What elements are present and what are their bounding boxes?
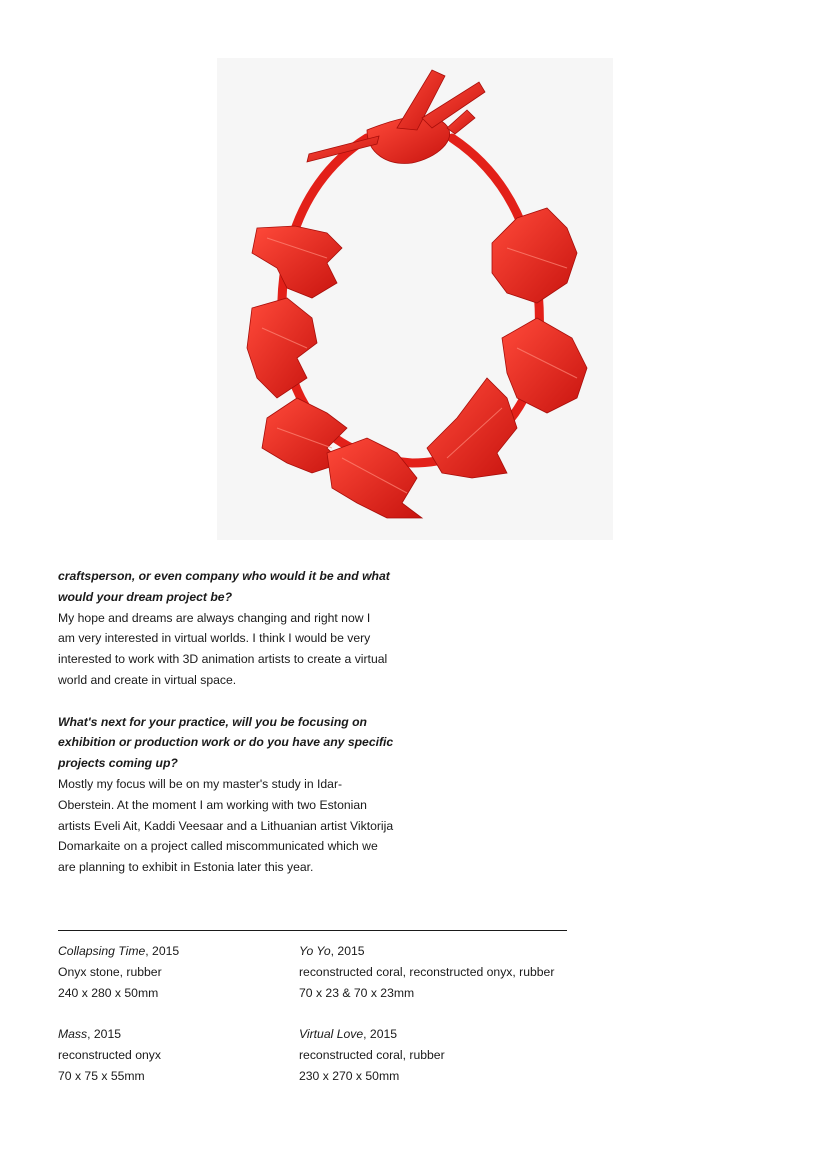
caption-size: 70 x 23 & 70 x 23mm <box>299 985 415 1000</box>
caption-size: 230 x 270 x 50mm <box>299 1068 400 1083</box>
caption-title: Yo Yo <box>299 944 331 958</box>
answer-2-line-5: are planning to exhibit in Estonia later this year. <box>58 860 314 875</box>
necklace-photo <box>217 58 613 540</box>
caption-material: reconstructed onyx <box>58 1047 161 1062</box>
caption-material: reconstructed coral, reconstructed onyx, rubber <box>299 964 555 979</box>
answer-1-line-1: My hope and dreams are always changing and right now I <box>58 610 371 625</box>
caption-title: Mass <box>58 1027 88 1041</box>
caption-collapsing-time <box>58 941 338 1003</box>
caption-size: 70 x 75 x 55mm <box>58 1068 145 1083</box>
answer-1-line-4: world and create in virtual space. <box>58 672 237 687</box>
question-2-line-3: projects coming up? <box>58 756 178 771</box>
answer-2-line-3: artists Eveli Ait, Kaddi Veesaar and a Lithuanian artist Viktorija <box>58 818 394 833</box>
question-2-line-2: exhibition or production work or do you have any specific <box>58 735 394 750</box>
caption-virtual-love <box>299 1024 579 1086</box>
caption-yo-yo <box>299 941 579 1003</box>
caption-mass <box>58 1024 338 1086</box>
question-2-line-1: What's next for your practice, will you be focusing on <box>58 714 367 729</box>
caption-size: 240 x 280 x 50mm <box>58 985 159 1000</box>
caption-year: , 2015 <box>330 944 365 958</box>
caption-year: , 2015 <box>87 1027 122 1041</box>
red-necklace-image <box>217 58 613 540</box>
caption-title: Collapsing Time <box>58 944 146 958</box>
divider <box>58 930 567 931</box>
caption-material: reconstructed coral, rubber <box>299 1047 445 1062</box>
question-1-line-2: would your dream project be? <box>58 589 233 604</box>
caption-title: Virtual Love <box>299 1027 364 1041</box>
answer-2-line-1: Mostly my focus will be on my master's study in Idar- <box>58 776 343 791</box>
answer-2-line-4: Domarkaite on a project called miscommunicated which we <box>58 839 378 854</box>
caption-year: , 2015 <box>363 1027 398 1041</box>
answer-1-line-3: interested to work with 3D animation artists to create a virtual <box>58 652 388 667</box>
interview-text <box>58 566 418 878</box>
caption-year: , 2015 <box>145 944 180 958</box>
caption-material: Onyx stone, rubber <box>58 964 162 979</box>
answer-1-line-2: am very interested in virtual worlds. I think I would be very <box>58 631 371 646</box>
answer-2-line-2: Oberstein. At the moment I am working with two Estonian <box>58 797 367 812</box>
question-1-line-1: craftsperson, or even company who would it be and what <box>58 569 390 583</box>
